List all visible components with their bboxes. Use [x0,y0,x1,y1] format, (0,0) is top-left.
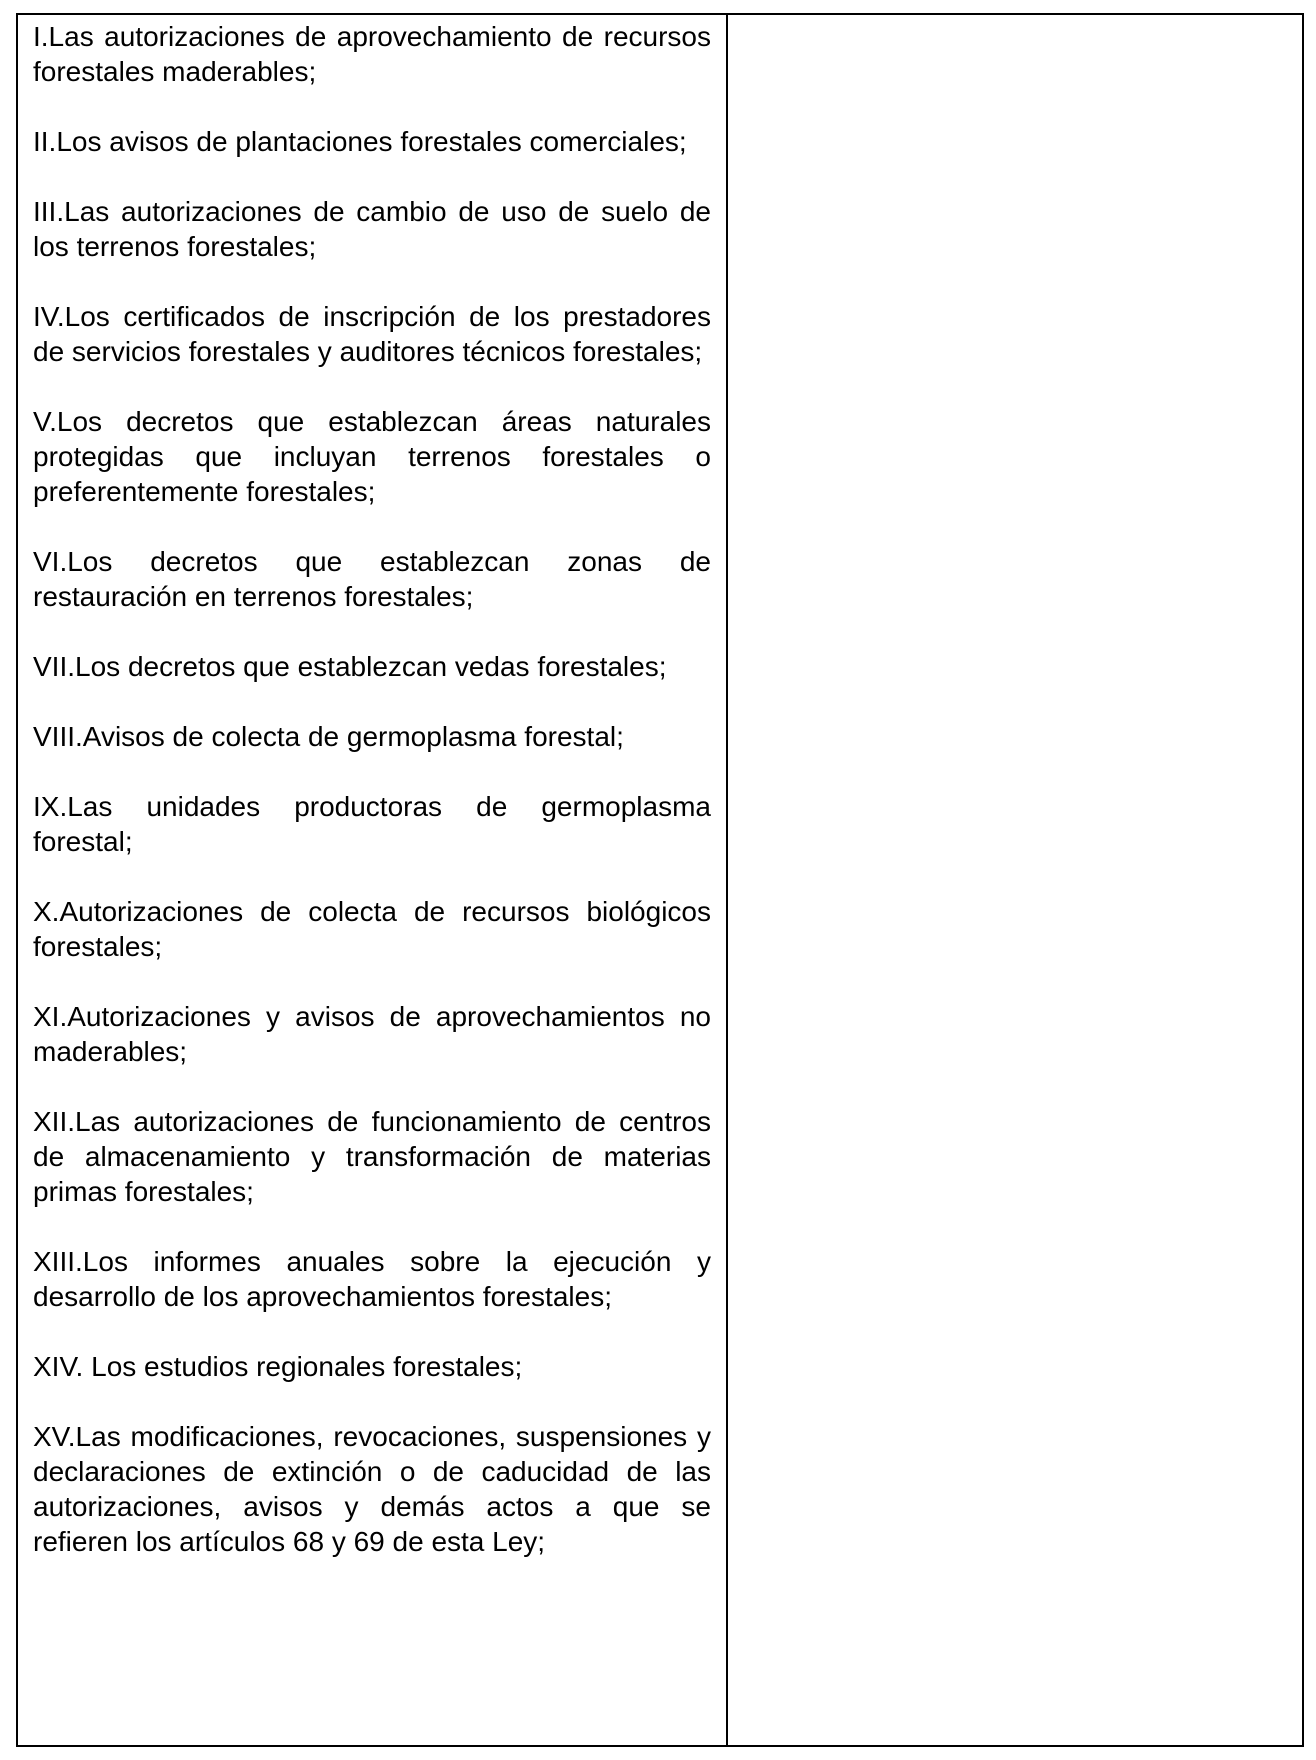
document-table [16,13,1304,1747]
list-item-x: X.Autorizaciones de colecta de recursos biológicos forestales; [33,896,711,962]
list-item-vii: VII.Los decretos que establezcan vedas forestales; [33,651,667,682]
list-item-iv: IV.Los certificados de inscripción de los prestadores de servicios forestales y auditores técnicos forestales; [33,301,711,367]
list-item-ii: II.Los avisos de plantaciones forestales comerciales; [33,126,687,157]
list-item-vi: VI.Los decretos que establezcan zonas de restauración en terrenos forestales; [33,546,711,612]
list-item-xi: XI.Autorizaciones y avisos de aprovechamientos no maderables; [33,1001,711,1067]
list-item-xiv: XIV. Los estudios regionales forestales; [33,1351,523,1382]
list-item-v: V.Los decretos que establezcan áreas naturales protegidas que incluyan terrenos forestales o preferentemente forestales; [33,406,711,507]
list-item-ix: IX.Las unidades productoras de germoplasma forestal; [33,791,711,857]
table-right-column [728,15,1302,1745]
list-item-viii: VIII.Avisos de colecta de germoplasma forestal; [33,721,624,752]
list-item-iii: III.Las autorizaciones de cambio de uso de suelo de los terrenos forestales; [33,196,711,262]
list-item-xii: XII.Las autorizaciones de funcionamiento de centros de almacenamiento y transformación de materias primas forestales; [33,1106,711,1207]
list-item-xv: XV.Las modificaciones, revocaciones, suspensiones y declaraciones de extinción o de caducidad de las autorizaciones, avisos y demás actos a que se refieren los artículos 68 y 69 de esta Ley; [33,1421,711,1557]
list-item-xiii: XIII.Los informes anuales sobre la ejecución y desarrollo de los aprovechamientos forestales; [33,1246,711,1312]
table-left-column [18,15,728,1745]
list-item-i: I.Las autorizaciones de aprovechamiento de recursos forestales maderables; [33,21,711,87]
